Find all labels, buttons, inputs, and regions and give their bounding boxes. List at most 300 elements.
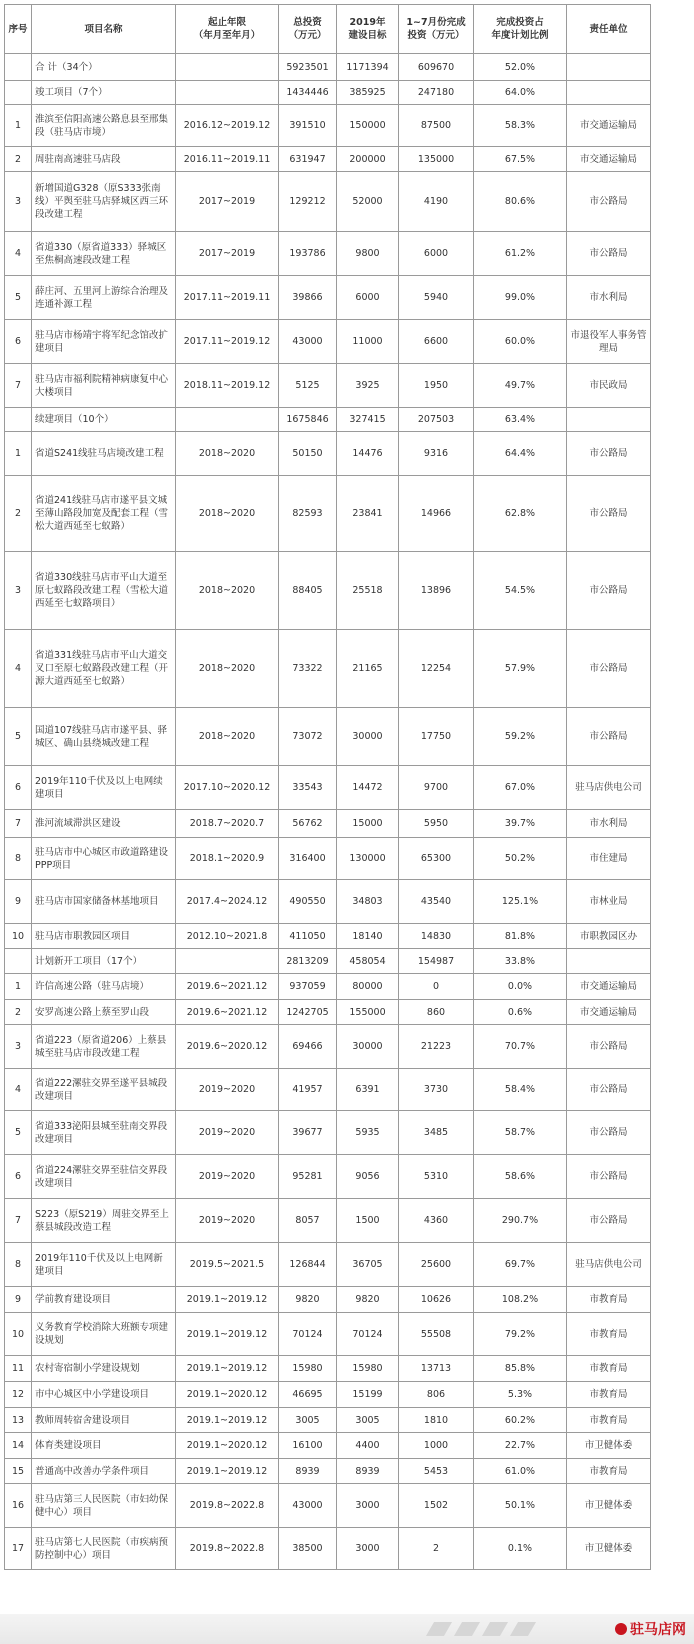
table-row — [5, 1199, 651, 1243]
completion-ratio: 70.7% — [474, 1025, 567, 1069]
footer-decoration — [426, 1622, 452, 1636]
completed-investment: 1000 — [399, 1433, 474, 1459]
row-number: 12 — [5, 1382, 32, 1408]
completion-ratio: 0.1% — [474, 1528, 567, 1570]
summary-row — [5, 408, 651, 432]
project-investment-table — [4, 4, 651, 1570]
year-target: 3000 — [337, 1528, 399, 1570]
row-number: 3 — [5, 172, 32, 232]
year-target: 23841 — [337, 476, 399, 552]
table-row — [5, 1155, 651, 1199]
year-target: 11000 — [337, 320, 399, 364]
project-name: 周驻南高速驻马店段 — [32, 147, 176, 172]
completion-ratio: 125.1% — [474, 880, 567, 924]
completed-investment: 609670 — [399, 54, 474, 81]
responsible-unit: 市卫健体委 — [567, 1528, 651, 1570]
project-period — [176, 81, 279, 105]
total-investment: 16100 — [279, 1433, 337, 1459]
year-target: 155000 — [337, 1000, 399, 1025]
completion-ratio: 33.8% — [474, 949, 567, 974]
table-row — [5, 432, 651, 476]
responsible-unit — [567, 949, 651, 974]
project-name: 省道222漯驻交界至遂平县城段改建项目 — [32, 1069, 176, 1111]
summary-row — [5, 949, 651, 974]
total-investment: 82593 — [279, 476, 337, 552]
year-target: 385925 — [337, 81, 399, 105]
row-number: 4 — [5, 630, 32, 708]
completion-ratio: 85.8% — [474, 1356, 567, 1382]
completed-investment: 9316 — [399, 432, 474, 476]
project-name: 省道S241线驻马店境改建工程 — [32, 432, 176, 476]
row-number — [5, 54, 32, 81]
row-number: 9 — [5, 880, 32, 924]
project-name: 安罗高速公路上蔡至罗山段 — [32, 1000, 176, 1025]
year-target: 8939 — [337, 1459, 399, 1484]
project-period: 2019.1~2019.12 — [176, 1408, 279, 1433]
project-period: 2018~2020 — [176, 630, 279, 708]
completed-investment: 247180 — [399, 81, 474, 105]
project-period: 2018~2020 — [176, 708, 279, 766]
row-number: 11 — [5, 1356, 32, 1382]
total-investment: 50150 — [279, 432, 337, 476]
project-period: 2019.1~2019.12 — [176, 1356, 279, 1382]
project-name: 竣工项目（7个） — [32, 81, 176, 105]
total-investment: 126844 — [279, 1243, 337, 1287]
table-row — [5, 1528, 651, 1570]
row-number: 3 — [5, 552, 32, 630]
completion-ratio: 5.3% — [474, 1382, 567, 1408]
project-period: 2017.10~2020.12 — [176, 766, 279, 810]
responsible-unit: 市教育局 — [567, 1382, 651, 1408]
responsible-unit: 市退役军人事务管理局 — [567, 320, 651, 364]
completion-ratio: 67.0% — [474, 766, 567, 810]
completed-investment: 87500 — [399, 105, 474, 147]
project-period: 2017.11~2019.12 — [176, 320, 279, 364]
year-target: 21165 — [337, 630, 399, 708]
project-name: 省道331线驻马店市平山大道交叉口至原七蚁路段改建工程（开源大道西延至七蚁路） — [32, 630, 176, 708]
project-period: 2018.7~2020.7 — [176, 810, 279, 838]
completion-ratio: 58.4% — [474, 1069, 567, 1111]
completed-investment: 14966 — [399, 476, 474, 552]
completed-investment: 14830 — [399, 924, 474, 949]
project-period: 2012.10~2021.8 — [176, 924, 279, 949]
responsible-unit: 市交通运输局 — [567, 105, 651, 147]
completed-investment: 9700 — [399, 766, 474, 810]
project-period: 2019~2020 — [176, 1155, 279, 1199]
total-investment: 43000 — [279, 320, 337, 364]
row-number: 6 — [5, 766, 32, 810]
row-number: 14 — [5, 1433, 32, 1459]
project-name: 计划新开工项目（17个） — [32, 949, 176, 974]
project-period: 2018.1~2020.9 — [176, 838, 279, 880]
row-number — [5, 949, 32, 974]
project-name: 省道330（原省道333）驿城区至焦桐高速段改建工程 — [32, 232, 176, 276]
total-investment: 56762 — [279, 810, 337, 838]
completion-ratio: 58.3% — [474, 105, 567, 147]
project-name: 义务教育学校消除大班额专项建设规划 — [32, 1313, 176, 1356]
total-investment: 193786 — [279, 232, 337, 276]
project-period: 2019.6~2021.12 — [176, 974, 279, 1000]
project-period: 2019.1~2019.12 — [176, 1287, 279, 1313]
project-period: 2019.8~2022.8 — [176, 1484, 279, 1528]
project-name: 省道333泌阳县城至驻南交界段改建项目 — [32, 1111, 176, 1155]
summary-row — [5, 81, 651, 105]
completed-investment: 6000 — [399, 232, 474, 276]
responsible-unit: 市住建局 — [567, 838, 651, 880]
completed-investment: 0 — [399, 974, 474, 1000]
total-investment: 411050 — [279, 924, 337, 949]
total-investment: 39866 — [279, 276, 337, 320]
completed-investment: 1502 — [399, 1484, 474, 1528]
row-number: 7 — [5, 1199, 32, 1243]
project-name: 驻马店市国家储备林基地项目 — [32, 880, 176, 924]
project-name: 2019年110千伏及以上电网续建项目 — [32, 766, 176, 810]
project-name: 驻马店市杨靖宇将军纪念馆改扩建项目 — [32, 320, 176, 364]
completed-investment: 860 — [399, 1000, 474, 1025]
total-investment: 391510 — [279, 105, 337, 147]
responsible-unit: 市公路局 — [567, 708, 651, 766]
project-period: 2019.1~2019.12 — [176, 1313, 279, 1356]
row-number: 2 — [5, 147, 32, 172]
table-row — [5, 172, 651, 232]
year-target: 15000 — [337, 810, 399, 838]
project-period: 2016.11~2019.11 — [176, 147, 279, 172]
completed-investment: 135000 — [399, 147, 474, 172]
completion-ratio: 81.8% — [474, 924, 567, 949]
header-no: 序号 — [5, 5, 32, 54]
year-target: 25518 — [337, 552, 399, 630]
completion-ratio: 290.7% — [474, 1199, 567, 1243]
responsible-unit: 市教育局 — [567, 1459, 651, 1484]
completed-investment: 6600 — [399, 320, 474, 364]
responsible-unit: 市公路局 — [567, 232, 651, 276]
project-period — [176, 408, 279, 432]
total-investment: 1434446 — [279, 81, 337, 105]
responsible-unit: 市卫健体委 — [567, 1433, 651, 1459]
header-total: 总投资 （万元） — [279, 5, 337, 54]
completed-investment: 13896 — [399, 552, 474, 630]
responsible-unit: 市林业局 — [567, 880, 651, 924]
row-number: 10 — [5, 1313, 32, 1356]
completion-ratio: 58.7% — [474, 1111, 567, 1155]
project-period: 2017~2019 — [176, 172, 279, 232]
project-period — [176, 949, 279, 974]
project-period — [176, 54, 279, 81]
table-row — [5, 708, 651, 766]
row-number: 5 — [5, 708, 32, 766]
project-name: 教师周转宿舍建设项目 — [32, 1408, 176, 1433]
completion-ratio: 69.7% — [474, 1243, 567, 1287]
row-number — [5, 81, 32, 105]
completed-investment: 5950 — [399, 810, 474, 838]
project-period: 2017~2019 — [176, 232, 279, 276]
completed-investment: 207503 — [399, 408, 474, 432]
total-investment: 5125 — [279, 364, 337, 408]
table-row — [5, 232, 651, 276]
completed-investment: 12254 — [399, 630, 474, 708]
year-target: 9800 — [337, 232, 399, 276]
completion-ratio: 80.6% — [474, 172, 567, 232]
responsible-unit: 市民政局 — [567, 364, 651, 408]
completion-ratio: 57.9% — [474, 630, 567, 708]
completion-ratio: 60.2% — [474, 1408, 567, 1433]
table-row — [5, 1069, 651, 1111]
completion-ratio: 79.2% — [474, 1313, 567, 1356]
project-name: 驻马店市职教园区项目 — [32, 924, 176, 949]
table-row — [5, 476, 651, 552]
completed-investment: 17750 — [399, 708, 474, 766]
year-target: 200000 — [337, 147, 399, 172]
responsible-unit: 市公路局 — [567, 1155, 651, 1199]
table-header-row — [5, 5, 651, 54]
table-row — [5, 1459, 651, 1484]
responsible-unit: 市公路局 — [567, 1111, 651, 1155]
header-period: 起止年限 （年月至年月） — [176, 5, 279, 54]
year-target: 34803 — [337, 880, 399, 924]
responsible-unit: 市教育局 — [567, 1356, 651, 1382]
completed-investment: 154987 — [399, 949, 474, 974]
completed-investment: 21223 — [399, 1025, 474, 1069]
year-target: 9056 — [337, 1155, 399, 1199]
total-investment: 73322 — [279, 630, 337, 708]
completion-ratio: 108.2% — [474, 1287, 567, 1313]
year-target: 130000 — [337, 838, 399, 880]
total-investment: 8057 — [279, 1199, 337, 1243]
total-investment: 41957 — [279, 1069, 337, 1111]
table-row — [5, 880, 651, 924]
row-number: 8 — [5, 838, 32, 880]
row-number: 9 — [5, 1287, 32, 1313]
responsible-unit: 市卫健体委 — [567, 1484, 651, 1528]
row-number: 1 — [5, 105, 32, 147]
year-target: 15980 — [337, 1356, 399, 1382]
project-name: 学前教育建设项目 — [32, 1287, 176, 1313]
project-period: 2019~2020 — [176, 1111, 279, 1155]
total-investment: 129212 — [279, 172, 337, 232]
year-target: 6391 — [337, 1069, 399, 1111]
project-period: 2019.6~2021.12 — [176, 1000, 279, 1025]
table-body — [5, 54, 651, 1570]
total-investment: 70124 — [279, 1313, 337, 1356]
responsible-unit: 市交通运输局 — [567, 1000, 651, 1025]
year-target: 70124 — [337, 1313, 399, 1356]
completed-investment: 806 — [399, 1382, 474, 1408]
row-number: 3 — [5, 1025, 32, 1069]
total-investment: 39677 — [279, 1111, 337, 1155]
responsible-unit: 市公路局 — [567, 552, 651, 630]
year-target: 3000 — [337, 1484, 399, 1528]
completed-investment: 43540 — [399, 880, 474, 924]
responsible-unit — [567, 408, 651, 432]
table-row — [5, 1433, 651, 1459]
completed-investment: 2 — [399, 1528, 474, 1570]
project-period: 2019~2020 — [176, 1199, 279, 1243]
table-row — [5, 924, 651, 949]
completed-investment: 13713 — [399, 1356, 474, 1382]
year-target: 30000 — [337, 1025, 399, 1069]
project-name: 淮滨至信阳高速公路息县至邢集段（驻马店市境） — [32, 105, 176, 147]
row-number: 16 — [5, 1484, 32, 1528]
project-period: 2018~2020 — [176, 552, 279, 630]
project-name: 省道241线驻马店市遂平县文城至薄山路段加宽及配套工程（雪松大道西延至七蚁路） — [32, 476, 176, 552]
project-name: 省道224漯驻交界至驻信交界段改建项目 — [32, 1155, 176, 1199]
table-container — [4, 4, 650, 1570]
row-number: 6 — [5, 320, 32, 364]
logo-text: 驻马店网 — [630, 1622, 686, 1638]
total-investment: 69466 — [279, 1025, 337, 1069]
total-investment: 38500 — [279, 1528, 337, 1570]
project-period: 2019.1~2019.12 — [176, 1459, 279, 1484]
header-unit: 责任单位 — [567, 5, 651, 54]
header-name: 项目名称 — [32, 5, 176, 54]
project-name: 续建项目（10个） — [32, 408, 176, 432]
table-row — [5, 320, 651, 364]
responsible-unit: 市水利局 — [567, 810, 651, 838]
completion-ratio: 0.6% — [474, 1000, 567, 1025]
table-row — [5, 974, 651, 1000]
responsible-unit: 市公路局 — [567, 1199, 651, 1243]
row-number: 1 — [5, 974, 32, 1000]
project-name: 省道223（原省道206）上蔡县城至驻马店市段改建工程 — [32, 1025, 176, 1069]
responsible-unit: 市交通运输局 — [567, 147, 651, 172]
project-name: 许信高速公路（驻马店境） — [32, 974, 176, 1000]
project-period: 2019.5~2021.5 — [176, 1243, 279, 1287]
year-target: 36705 — [337, 1243, 399, 1287]
project-period: 2019.8~2022.8 — [176, 1528, 279, 1570]
table-row — [5, 1287, 651, 1313]
completion-ratio: 99.0% — [474, 276, 567, 320]
year-target: 327415 — [337, 408, 399, 432]
completion-ratio: 49.7% — [474, 364, 567, 408]
completion-ratio: 64.4% — [474, 432, 567, 476]
year-target: 30000 — [337, 708, 399, 766]
completed-investment: 3730 — [399, 1069, 474, 1111]
total-investment: 490550 — [279, 880, 337, 924]
completed-investment: 55508 — [399, 1313, 474, 1356]
completion-ratio: 50.1% — [474, 1484, 567, 1528]
total-investment: 316400 — [279, 838, 337, 880]
row-number: 8 — [5, 1243, 32, 1287]
year-target: 1500 — [337, 1199, 399, 1243]
year-target: 18140 — [337, 924, 399, 949]
responsible-unit: 市职教园区办 — [567, 924, 651, 949]
year-target: 14472 — [337, 766, 399, 810]
project-name: 体育类建设项目 — [32, 1433, 176, 1459]
completion-ratio: 50.2% — [474, 838, 567, 880]
completion-ratio: 63.4% — [474, 408, 567, 432]
footer-bar — [0, 1614, 694, 1644]
year-target: 3005 — [337, 1408, 399, 1433]
completion-ratio: 59.2% — [474, 708, 567, 766]
year-target: 14476 — [337, 432, 399, 476]
table-row — [5, 766, 651, 810]
logo-icon — [615, 1623, 627, 1635]
table-row — [5, 147, 651, 172]
project-period: 2017.11~2019.11 — [176, 276, 279, 320]
row-number: 7 — [5, 810, 32, 838]
project-name: 淮河流域滞洪区建设 — [32, 810, 176, 838]
footer-decoration — [454, 1622, 480, 1636]
completed-investment: 5453 — [399, 1459, 474, 1484]
table-row — [5, 1484, 651, 1528]
total-investment: 88405 — [279, 552, 337, 630]
row-number: 10 — [5, 924, 32, 949]
completed-investment: 10626 — [399, 1287, 474, 1313]
row-number: 5 — [5, 276, 32, 320]
project-name: 国道107线驻马店市遂平县、驿城区、确山县绕城改建工程 — [32, 708, 176, 766]
footer-decoration — [510, 1622, 536, 1636]
responsible-unit: 市教育局 — [567, 1408, 651, 1433]
responsible-unit: 市公路局 — [567, 1069, 651, 1111]
year-target: 458054 — [337, 949, 399, 974]
row-number: 4 — [5, 1069, 32, 1111]
completed-investment: 4360 — [399, 1199, 474, 1243]
project-period: 2016.12~2019.12 — [176, 105, 279, 147]
row-number — [5, 408, 32, 432]
completion-ratio: 61.2% — [474, 232, 567, 276]
total-investment: 33543 — [279, 766, 337, 810]
table-row — [5, 1000, 651, 1025]
project-name: 驻马店第三人民医院（市妇幼保健中心）项目 — [32, 1484, 176, 1528]
project-period: 2018~2020 — [176, 432, 279, 476]
responsible-unit — [567, 81, 651, 105]
table-row — [5, 1408, 651, 1433]
project-name: 驻马店第七人民医院（市疾病预防控制中心）项目 — [32, 1528, 176, 1570]
row-number: 4 — [5, 232, 32, 276]
project-name: 薛庄河、五里河上游综合治理及连通补源工程 — [32, 276, 176, 320]
project-name: 省道330线驻马店市平山大道至原七蚁路段改建工程（雪松大道西延至七蚁路项目） — [32, 552, 176, 630]
row-number: 1 — [5, 432, 32, 476]
project-name: 普通高中改善办学条件项目 — [32, 1459, 176, 1484]
year-target: 5935 — [337, 1111, 399, 1155]
table-row — [5, 1313, 651, 1356]
total-investment: 1675846 — [279, 408, 337, 432]
completed-investment: 1950 — [399, 364, 474, 408]
completed-investment: 3485 — [399, 1111, 474, 1155]
completed-investment: 4190 — [399, 172, 474, 232]
total-investment: 73072 — [279, 708, 337, 766]
header-ratio: 完成投资占 年度计划比例 — [474, 5, 567, 54]
table-row — [5, 810, 651, 838]
project-name: 市中心城区中小学建设项目 — [32, 1382, 176, 1408]
header-target: 2019年 建设目标 — [337, 5, 399, 54]
total-investment: 43000 — [279, 1484, 337, 1528]
total-investment: 937059 — [279, 974, 337, 1000]
table-row — [5, 1025, 651, 1069]
completed-investment: 5940 — [399, 276, 474, 320]
responsible-unit: 市教育局 — [567, 1313, 651, 1356]
responsible-unit: 市公路局 — [567, 476, 651, 552]
year-target: 4400 — [337, 1433, 399, 1459]
year-target: 150000 — [337, 105, 399, 147]
summary-row — [5, 54, 651, 81]
year-target: 3925 — [337, 364, 399, 408]
responsible-unit: 市公路局 — [567, 630, 651, 708]
year-target: 9820 — [337, 1287, 399, 1313]
completion-ratio: 61.0% — [474, 1459, 567, 1484]
responsible-unit: 市教育局 — [567, 1287, 651, 1313]
completed-investment: 25600 — [399, 1243, 474, 1287]
year-target: 1171394 — [337, 54, 399, 81]
total-investment: 2813209 — [279, 949, 337, 974]
completion-ratio: 62.8% — [474, 476, 567, 552]
table-row — [5, 105, 651, 147]
responsible-unit: 市水利局 — [567, 276, 651, 320]
total-investment: 95281 — [279, 1155, 337, 1199]
project-name: 驻马店市福利院精神病康复中心大楼项目 — [32, 364, 176, 408]
completion-ratio: 67.5% — [474, 147, 567, 172]
completion-ratio: 64.0% — [474, 81, 567, 105]
